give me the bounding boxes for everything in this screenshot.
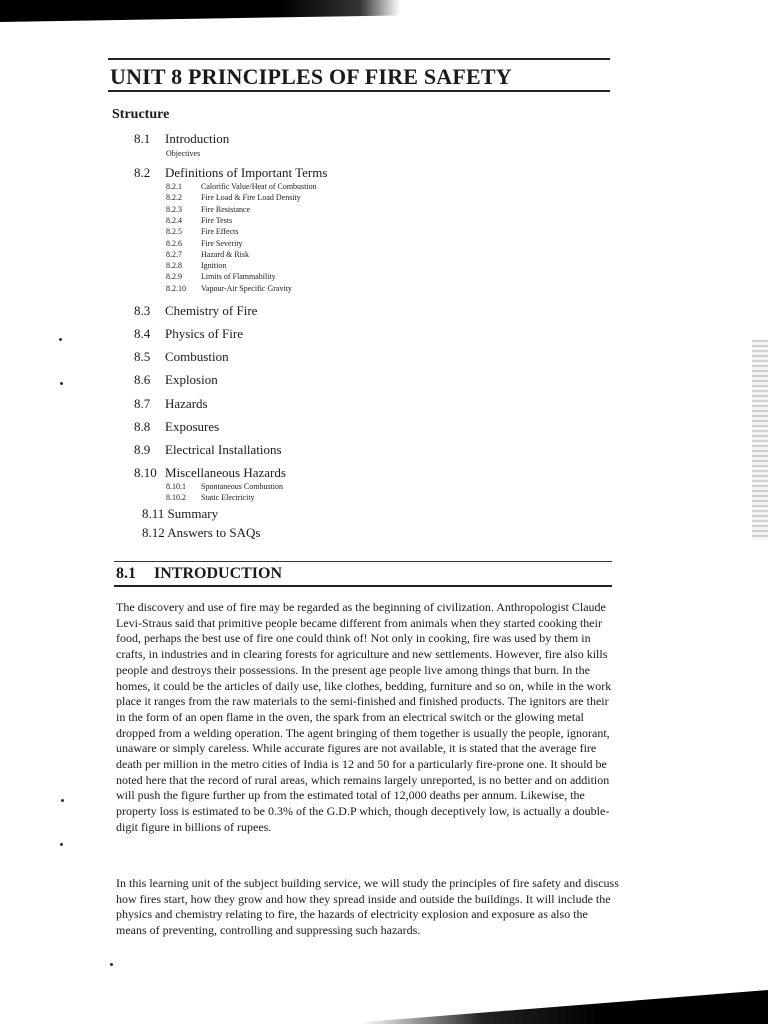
scan-speck xyxy=(60,843,63,846)
toc-label: Exposures xyxy=(165,419,220,434)
toc-label: Physics of Fire xyxy=(165,326,243,341)
toc-subnumber: 8.2.1 xyxy=(166,182,182,191)
title-rule-top xyxy=(108,58,610,60)
toc-subnumber: 8.2.7 xyxy=(166,249,182,259)
toc-label: Electrical Installations xyxy=(165,442,282,457)
section-heading xyxy=(116,565,282,583)
toc-subitem xyxy=(166,250,249,259)
scan-edge-bottom xyxy=(360,990,768,1024)
section-rule-bottom xyxy=(114,585,612,587)
toc-sublabel: Fire Tests xyxy=(201,215,233,225)
toc-number: 8.2 xyxy=(134,165,151,180)
toc-subitem xyxy=(166,182,317,191)
toc-sublabel: Fire Severity xyxy=(201,238,243,248)
toc-subitem xyxy=(166,493,255,502)
toc-subnumber: 8.2.8 xyxy=(166,261,182,271)
toc-subnumber: 8.2.10 xyxy=(166,283,186,293)
toc-subnumber: 8.2.9 xyxy=(166,272,182,282)
toc-subitem xyxy=(166,205,250,214)
toc-item-8-11: 8.11 Summary xyxy=(142,506,219,521)
toc-item-8-12: 8.12 Answers to SAQs xyxy=(142,525,261,540)
scan-speck xyxy=(60,382,63,385)
toc-item-8-7 xyxy=(134,396,208,412)
section-title: INTRODUCTION xyxy=(154,565,283,582)
toc-label: Combustion xyxy=(165,349,229,364)
toc-subitem xyxy=(166,272,276,281)
toc-subnumber: 8.2.4 xyxy=(166,215,182,225)
toc-number: 8.7 xyxy=(134,396,151,411)
toc-subitem xyxy=(166,261,226,270)
scan-speck xyxy=(59,338,62,341)
intro-paragraph-1: The discovery and use of fire may be regarded as the beginning of civilization. Anthropologist Claude Levi-Straus said that primitive people became different from animals when they started cooking their food, perhaps the best use of fire one could think of! Not only in cooking, fire was used by them in crafts, in industries and in clearing forests for agriculture and new settlements. However, fire also kills people and destroys their possessions. In the present age people live among things that burn. In the homes, it could be the articles of daily use, like clothes, bedding, furniture and so on, while in the work place it ranges from the raw materials to the semi-finished and finished products. The ignitors are their in the form of an open flame in the oven, the spark from an electrical switch or the glowing metal dropped from a welding operation. The agent bringing of them together is usually the people, ignorant, unaware or simply careless. While accurate figures are not available, it is stated that the average fire death per million in the metro cities of India is 12 and 50 for a particularly fire-prone one. It should be noted here that the record of rural areas, which remains largely unreported, is no better and on addition will push the figure further up from the estimated total of 12,000 deaths per annum. Likewise, the property loss is estimated to be 0.3% of the G.D.P which, though deceptively low, is actually a double-digit figure in billions of rupees. xyxy=(116,600,612,834)
toc-item-8-1 xyxy=(134,131,229,147)
toc-label: Introduction xyxy=(165,131,230,146)
toc-subnumber: 8.10.2 xyxy=(166,493,186,502)
toc-sublabel: Fire Effects xyxy=(201,227,239,237)
toc-item-8-9 xyxy=(134,442,282,458)
toc-number: 8.1 xyxy=(134,131,151,146)
toc-number: 8.9 xyxy=(134,442,151,457)
toc-label: Chemistry of Fire xyxy=(165,303,258,318)
scan-edge-top xyxy=(0,0,400,22)
toc-number: 8.6 xyxy=(134,372,151,387)
toc-number: 8.5 xyxy=(134,349,151,364)
toc-subnumber: 8.2.5 xyxy=(166,227,182,237)
toc-number: 8.4 xyxy=(134,326,151,341)
scan-edge-right xyxy=(752,340,768,540)
scan-speck xyxy=(61,799,64,802)
toc-label: Explosion xyxy=(165,372,218,387)
toc-subitem xyxy=(166,227,238,236)
toc-subitem xyxy=(166,284,292,293)
toc-item-8-10 xyxy=(134,465,286,481)
toc-sublabel: Vapour-Air Specific Gravity xyxy=(201,283,292,293)
toc-subnumber: 8.2.3 xyxy=(166,204,182,214)
toc-subitem xyxy=(166,193,301,202)
unit-title: UNIT 8 PRINCIPLES OF FIRE SAFETY xyxy=(110,64,512,89)
toc-sublabel: Fire Resistance xyxy=(201,204,251,214)
toc-sublabel: Static Electricity xyxy=(201,493,255,502)
scan-speck xyxy=(110,963,113,966)
toc-label: Definitions of Important Terms xyxy=(165,165,328,180)
toc-item-8-6 xyxy=(134,372,218,388)
toc-number: 8.3 xyxy=(134,303,151,318)
intro-paragraph-2: In this learning unit of the subject building service, we will study the principles of fire safety and discuss how fires start, how they grow and how they spread inside and outside the buildings. It will include the physics and chemistry relating to fire, the hazards of electricity explosion and exposure as also the means of preventing, controlling and suppressing such hazards. xyxy=(116,876,619,938)
toc-number: 8.10 xyxy=(134,465,157,480)
toc-sublabel: Fire Load & Fire Load Density xyxy=(201,193,301,203)
toc-subitem xyxy=(166,239,243,248)
toc-sublabel: Hazard & Risk xyxy=(201,249,249,259)
toc-item-8-3 xyxy=(134,303,257,319)
toc-item-8-8 xyxy=(134,419,219,435)
toc-subnumber: 8.10.1 xyxy=(166,482,186,491)
toc-sublabel: Ignition xyxy=(201,261,227,271)
toc-subitem xyxy=(166,216,232,225)
toc-sublabel: Spontaneous Combustion xyxy=(201,482,284,491)
toc-number: 8.8 xyxy=(134,419,151,434)
title-rule-bottom xyxy=(108,90,610,92)
section-number: 8.1 xyxy=(116,565,136,582)
toc-label: Miscellaneous Hazards xyxy=(165,465,286,480)
toc-sublabel: Limits of Flammability xyxy=(201,272,276,282)
toc-label: Hazards xyxy=(165,396,208,411)
toc-objectives: Objectives xyxy=(166,149,201,158)
toc-subnumber: 8.2.6 xyxy=(166,238,182,248)
toc-subnumber: 8.2.2 xyxy=(166,193,182,203)
toc-item-8-2 xyxy=(134,165,327,181)
structure-heading: Structure xyxy=(112,107,170,122)
toc-item-8-5 xyxy=(134,349,229,365)
toc-sublabel: Calorific Value/Heat of Combustion xyxy=(201,182,317,191)
section-rule-top xyxy=(114,561,612,562)
toc-item-8-4 xyxy=(134,326,243,342)
toc-subitem xyxy=(166,482,283,491)
